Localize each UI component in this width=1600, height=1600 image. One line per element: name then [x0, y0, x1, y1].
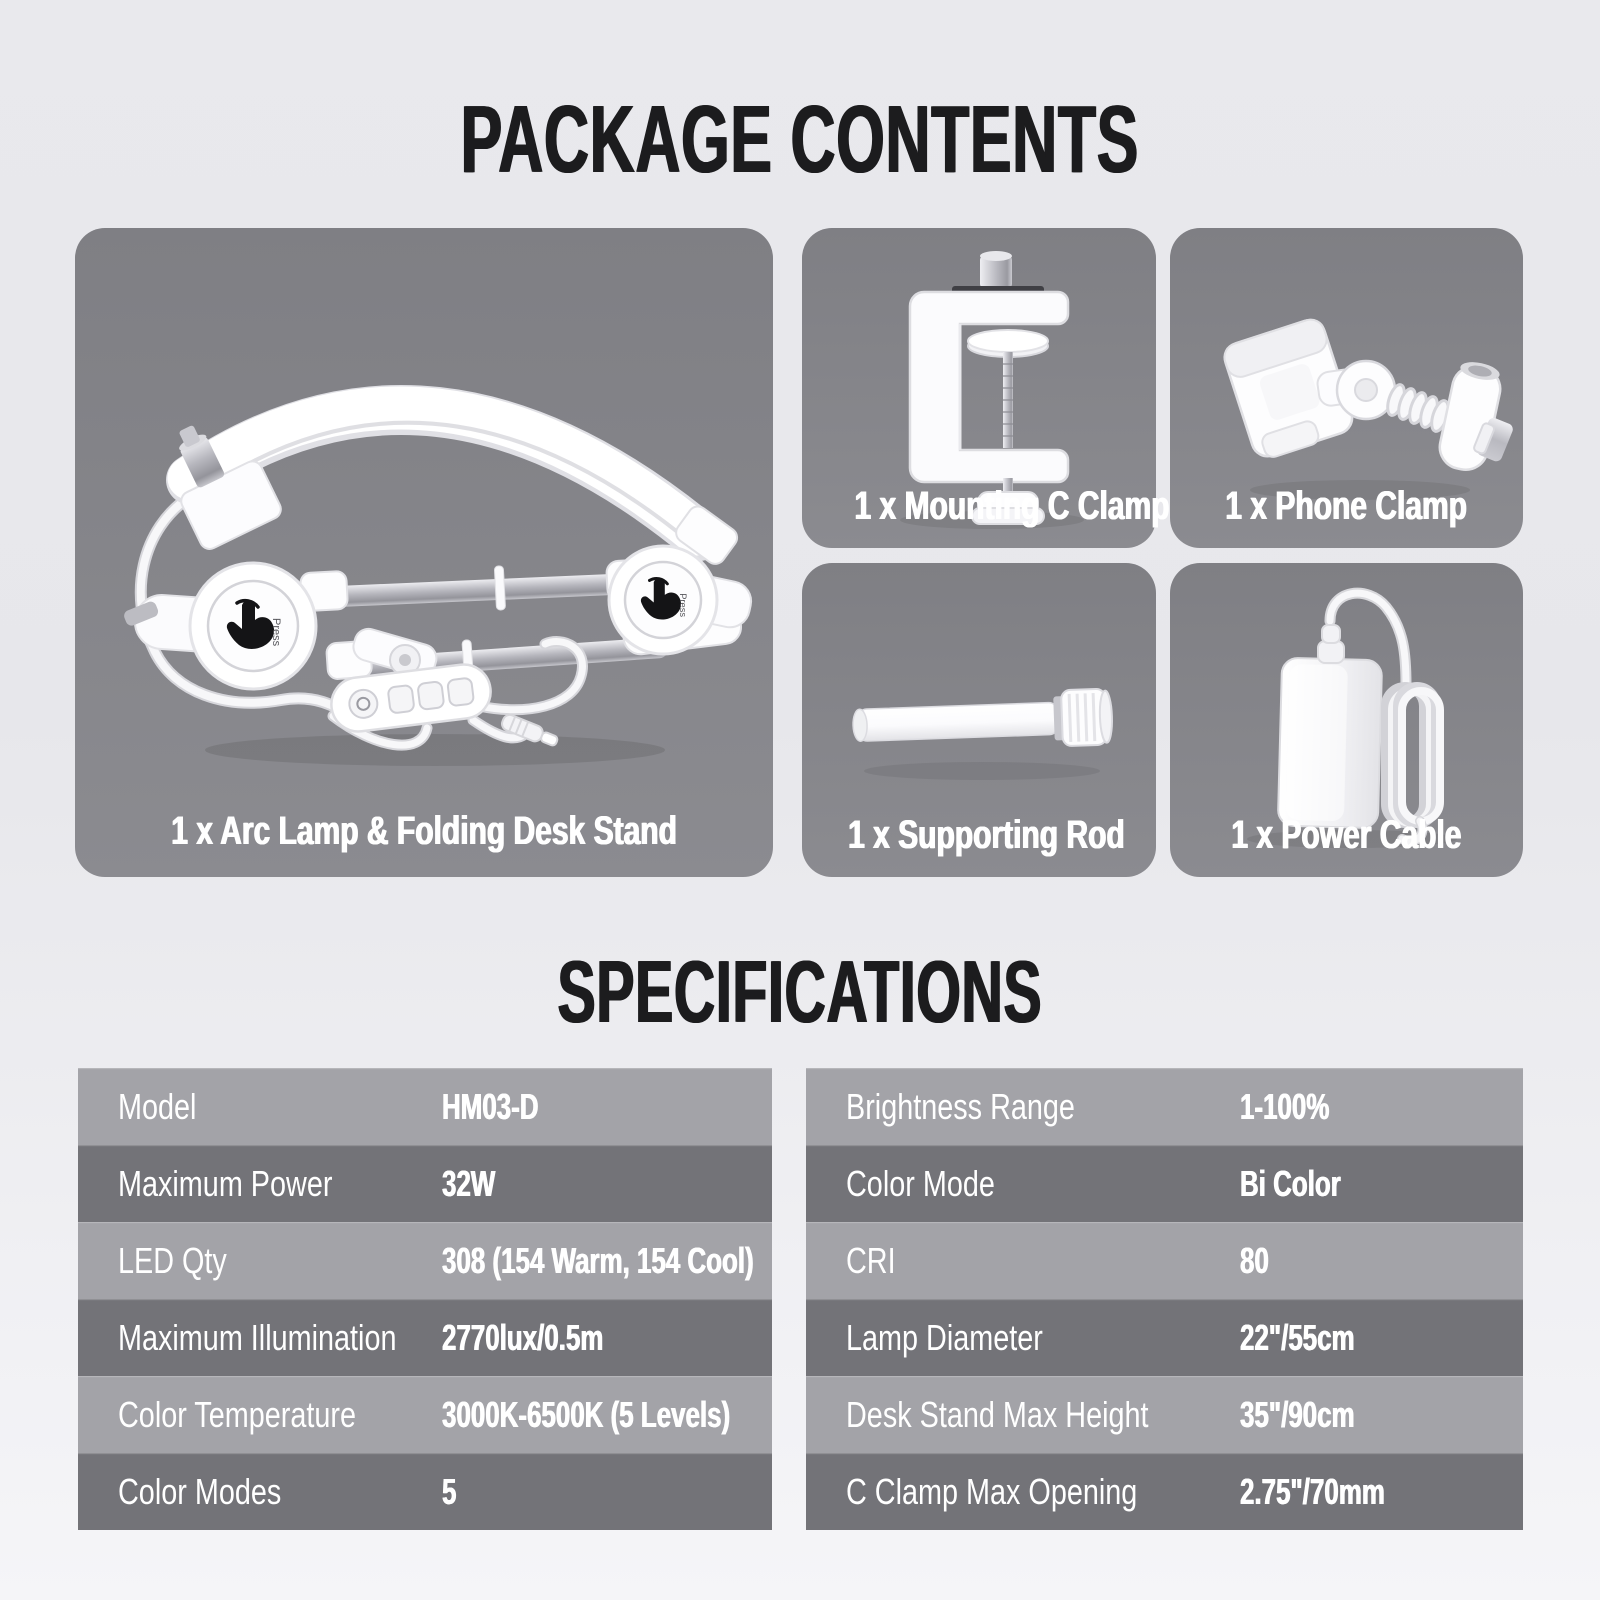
spec-label: Color Temperature	[118, 1393, 356, 1435]
remote-button	[417, 681, 444, 710]
remote-button	[388, 685, 415, 714]
cable-coil	[1386, 687, 1440, 823]
package-contents-title-text: PACKAGE CONTENTS	[460, 86, 1140, 193]
spec-row-cri	[806, 1222, 1523, 1299]
spec-value: 2.75"/70mm	[1240, 1470, 1385, 1512]
phone-clamp-caption: 1 x Phone Clamp	[1225, 484, 1468, 528]
spec-label: Lamp Diameter	[846, 1316, 1043, 1358]
mounting-c-clamp-caption: 1 x Mounting C Clamp	[854, 484, 1170, 528]
spec-label: Color Mode	[846, 1162, 995, 1204]
spec-row-c-clamp-max-opening	[806, 1453, 1523, 1530]
spec-table-left	[78, 1068, 772, 1530]
spec-row-model	[78, 1068, 772, 1145]
spec-row-maximum-power	[78, 1145, 772, 1222]
spec-label: Maximum Illumination	[118, 1316, 397, 1358]
spec-label: LED Qty	[118, 1239, 227, 1281]
spec-row-color-temperature	[78, 1376, 772, 1453]
press-label: Press	[270, 618, 282, 647]
spec-value: 5	[442, 1470, 457, 1512]
spec-row-color-mode	[806, 1145, 1523, 1222]
spec-row-color-modes	[78, 1453, 772, 1530]
specifications-title-text: SPECIFICATIONS	[557, 942, 1043, 1041]
power-cable-card	[1170, 563, 1523, 877]
spec-label: Brightness Range	[846, 1085, 1075, 1127]
spec-value: Bi Color	[1240, 1162, 1341, 1204]
spec-value: 32W	[442, 1162, 496, 1204]
spec-table-right	[806, 1068, 1523, 1530]
arc-lamp-caption: 1 x Arc Lamp & Folding Desk Stand	[171, 809, 677, 853]
shadow	[205, 734, 665, 766]
spec-label: Color Modes	[118, 1470, 282, 1512]
spec-row-maximum-illumination	[78, 1299, 772, 1376]
arc-lamp-card	[75, 228, 773, 877]
spec-label: C Clamp Max Opening	[846, 1470, 1138, 1512]
spec-value: 1-100%	[1240, 1085, 1330, 1127]
spec-label: Maximum Power	[118, 1162, 333, 1204]
spec-label: Desk Stand Max Height	[846, 1393, 1149, 1435]
package-contents-title	[0, 86, 1600, 193]
supporting-rod-card	[802, 563, 1156, 877]
spec-value: 2770lux/0.5m	[442, 1316, 604, 1358]
remote-button	[447, 678, 474, 707]
arc-lamp-photo	[75, 228, 773, 877]
spec-value: 35"/90cm	[1240, 1393, 1355, 1435]
spec-row-led-qty	[78, 1222, 772, 1299]
phone-clamp-card	[1170, 228, 1523, 548]
spec-label: Model	[118, 1085, 197, 1127]
spec-value: 22"/55cm	[1240, 1316, 1355, 1358]
spec-value: 3000K-6500K (5 Levels)	[442, 1393, 731, 1435]
press-label: Press	[678, 593, 689, 618]
spec-row-desk-stand-max-height	[806, 1376, 1523, 1453]
spec-row-brightness-range	[806, 1068, 1523, 1145]
spec-value: 308 (154 Warm, 154 Cool)	[442, 1239, 754, 1281]
spec-label: CRI	[846, 1239, 896, 1281]
specifications-title	[0, 942, 1600, 1041]
spec-value: 80	[1240, 1239, 1269, 1281]
supporting-rod-caption: 1 x Supporting Rod	[848, 813, 1125, 857]
power-cable-caption: 1 x Power Cable	[1231, 813, 1462, 857]
mounting-c-clamp-card	[802, 228, 1170, 548]
spring-coil	[1384, 383, 1451, 434]
spec-value: HM03-D	[442, 1085, 539, 1127]
spec-row-lamp-diameter	[806, 1299, 1523, 1376]
